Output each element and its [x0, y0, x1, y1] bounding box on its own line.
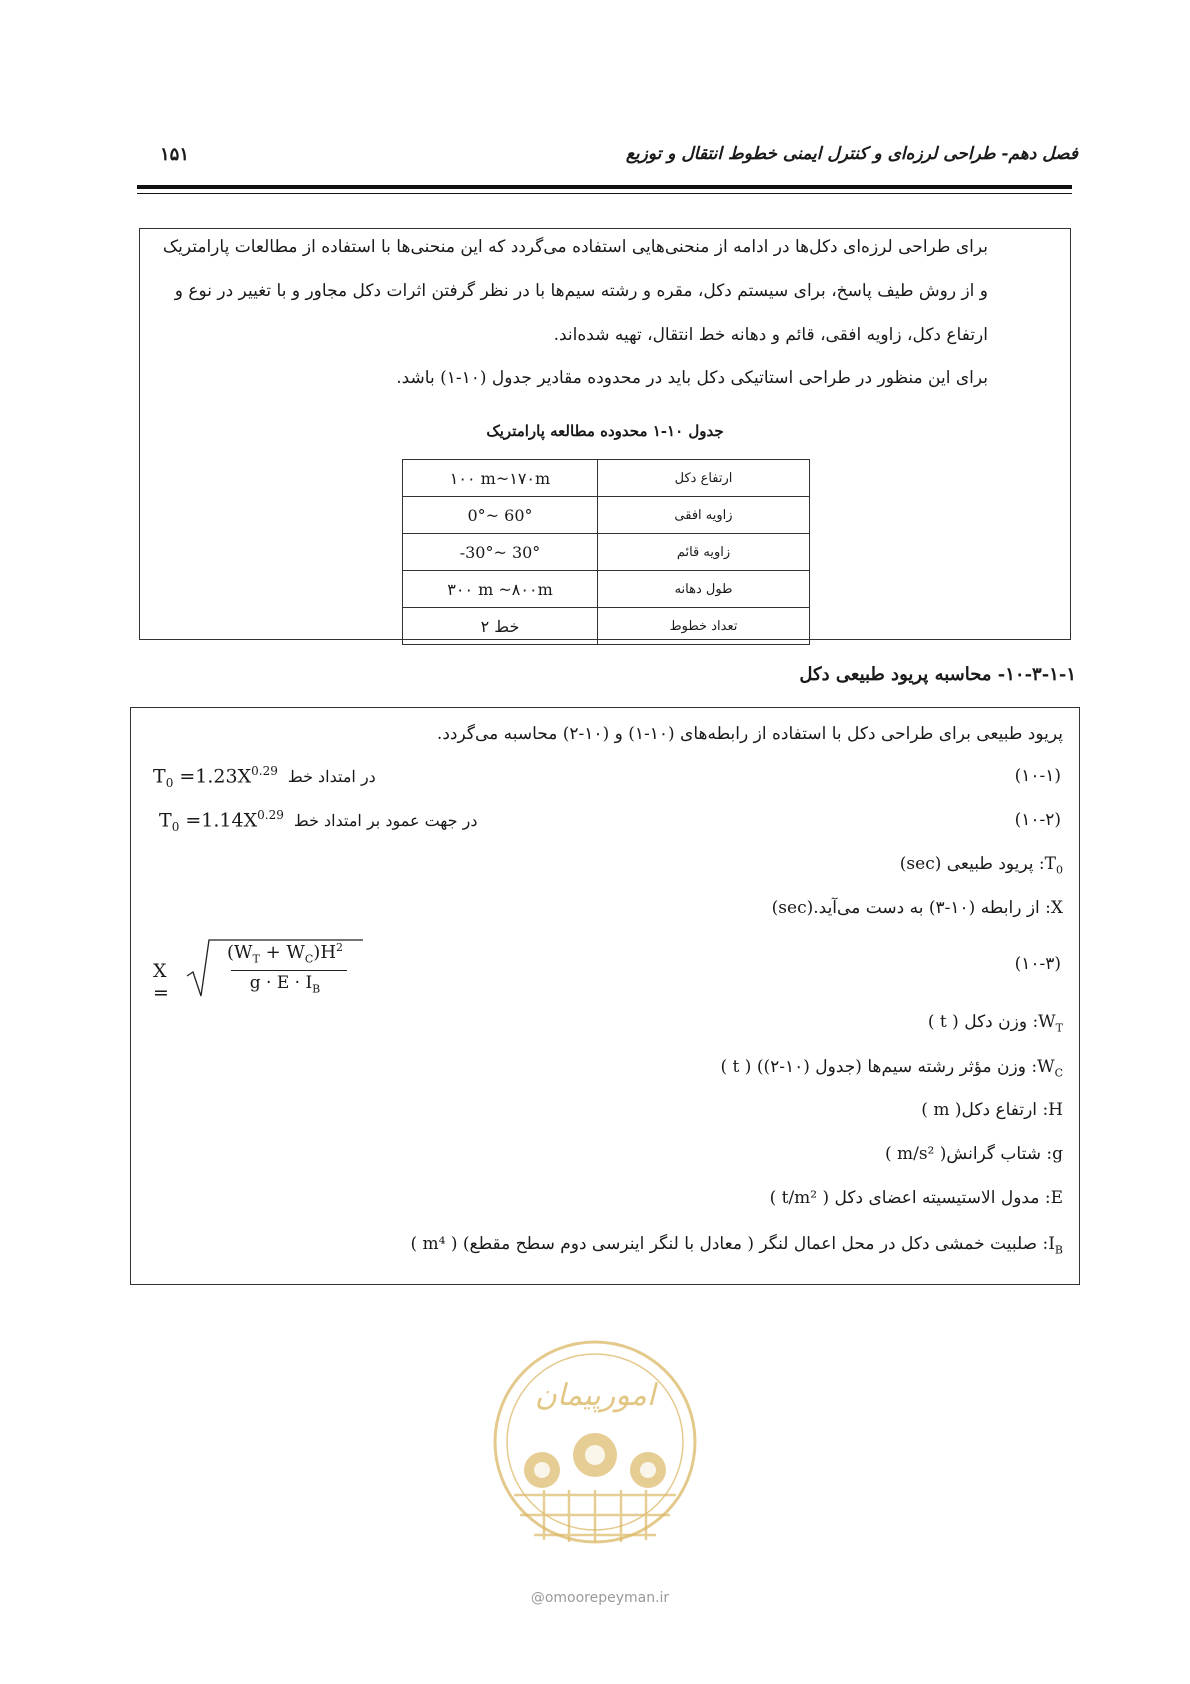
formula-box — [130, 707, 1080, 1285]
eq2-lhs-sub: 0 — [171, 820, 180, 835]
eq2-exp: 0.29 — [257, 808, 284, 822]
eq2-rhs: =1.14X — [179, 809, 258, 832]
def-ib-text: : صلبیت خمشی دکل در محل اعمال لنگر ( معادل با لنگر اینرسی دوم سطح مقطع) ( m⁴ ) — [410, 1234, 1049, 1254]
table-row — [403, 534, 810, 571]
eq1-number: (۱۰-۱) — [1014, 766, 1061, 786]
intro-box — [139, 228, 1071, 640]
header-rule-thick — [137, 185, 1072, 189]
intro-line-2: و از روش طیف پاسخ، برای سیستم دکل، مقره و رشته سیم‌ها با در نظر گرفتن اثرات دکل مجاور و با تغییر در نوع و — [174, 281, 988, 301]
def-e-sym: E — [1050, 1188, 1063, 1208]
watermark-url: @omoorepeyman.ir — [530, 1590, 670, 1606]
def-g — [885, 1144, 1063, 1164]
table-caption: جدول ۱۰-۱ محدوده مطالعه پارامتریک — [486, 422, 724, 440]
table-cell-label: تعداد خطوط — [598, 608, 810, 645]
intro-line-3: ارتفاع دکل، زاویه افقی، قائم و دهانه خط انتقال، تهیه شده‌اند. — [553, 325, 988, 345]
eq1-exp: 0.29 — [251, 764, 278, 778]
def-t0-text: : پریود طبیعی (sec) — [899, 854, 1045, 874]
eq2-note: در جهت عمود بر امتداد خط — [293, 811, 478, 831]
def-wt-sym: $W_T$ — [1038, 1012, 1063, 1035]
table-row — [403, 571, 810, 608]
eq3-denominator: $g \cdot E \cdot I_B$ — [249, 973, 321, 996]
eq1-note: در امتداد خط — [287, 767, 376, 787]
eq3-fraction-bar — [231, 970, 347, 971]
def-wt — [928, 1012, 1063, 1034]
eq3-lhs: X = — [153, 960, 169, 1004]
def-x-sym: X — [1050, 898, 1063, 918]
eq2-lhs: T — [159, 809, 172, 832]
equation-1 — [153, 764, 376, 790]
def-g-sym: g — [1052, 1144, 1063, 1164]
def-t0-sym: $T_0$ — [1044, 854, 1063, 877]
def-wt-text: : وزن دکل ( t ) — [927, 1012, 1039, 1032]
equation-2 — [159, 808, 478, 834]
eq1-rhs: =1.23X — [173, 765, 252, 788]
def-x-text: : از رابطه (۱۰-۳) به دست می‌آید.(sec) — [771, 898, 1051, 918]
table-cell-label: زاویه قائم — [598, 534, 810, 571]
table-cell-label: طول دهانه — [598, 571, 810, 608]
def-x — [772, 898, 1063, 918]
def-e — [770, 1188, 1063, 1208]
header-rule-thin — [137, 193, 1072, 194]
def-t0 — [900, 854, 1063, 876]
def-wc-text: : وزن مؤثر رشته سیم‌ها (جدول (۱۰-۲)) ( t ) — [720, 1057, 1038, 1077]
eq1-lhs-sub: 0 — [165, 776, 174, 791]
table-cell-value: ۲ خط — [403, 608, 598, 645]
def-h-text: : ارتفاع دکل( m ) — [921, 1100, 1049, 1120]
table-cell-value: 0°~ 60° — [403, 497, 598, 534]
table-cell-value: ۱۰۰ m~۱۷۰m — [403, 460, 598, 497]
intro-line-1: برای طراحی لرزه‌ای دکل‌ها در ادامه از منحنی‌هایی استفاده می‌گردد که این منحنی‌ها با استفاده از مطالعات پارامتریک — [162, 237, 988, 257]
parametric-table — [402, 459, 810, 645]
intro-line-4: برای این منظور در طراحی استاتیکی دکل باید در محدوده مقادیر جدول (۱۰-۱) باشد. — [396, 368, 988, 388]
table-row — [403, 497, 810, 534]
chapter-title: فصل دهم- طراحی لرزه‌ای و کنترل ایمنی خطوط انتقال و توزیع — [625, 144, 1078, 164]
table-row — [403, 608, 810, 645]
page-number: ۱۵۱ — [160, 144, 190, 165]
def-h-sym: H — [1048, 1100, 1063, 1120]
table-row — [403, 460, 810, 497]
def-ib — [411, 1234, 1064, 1256]
table-cell-label: زاویه افقی — [598, 497, 810, 534]
def-wc-sym: $W_C$ — [1037, 1057, 1063, 1080]
def-h — [921, 1100, 1063, 1120]
def-wc — [720, 1057, 1063, 1079]
section-heading: ۱۰-۳-۱-۱- محاسبه پریود طبیعی دکل — [799, 664, 1076, 685]
watermark-logo-text: امورپیمان — [534, 1378, 656, 1413]
eq1-lhs: T — [153, 765, 166, 788]
def-g-text: : شتاب گرانش( m/s² ) — [884, 1144, 1053, 1164]
def-e-text: : مدول الاستیسیته اعضای دکل ( t/m² ) — [769, 1188, 1051, 1208]
table-cell-value: ۳۰۰ m ~۸۰۰m — [403, 571, 598, 608]
eq2-number: (۱۰-۲) — [1014, 810, 1061, 830]
eq3-number: (۱۰-۳) — [1014, 954, 1061, 974]
watermark-logo — [484, 1330, 706, 1580]
eq3-numerator: $(W_T + W_C)H^2$ — [226, 941, 344, 966]
table-cell-value: -30°~ 30° — [403, 534, 598, 571]
table-cell-label: ارتفاع دکل — [598, 460, 810, 497]
section-intro: پریود طبیعی برای طراحی دکل با استفاده از رابطه‌های (۱۰-۱) و (۱۰-۲) محاسبه می‌گردد. — [436, 724, 1063, 744]
def-ib-sym: $I_B$ — [1048, 1234, 1063, 1257]
